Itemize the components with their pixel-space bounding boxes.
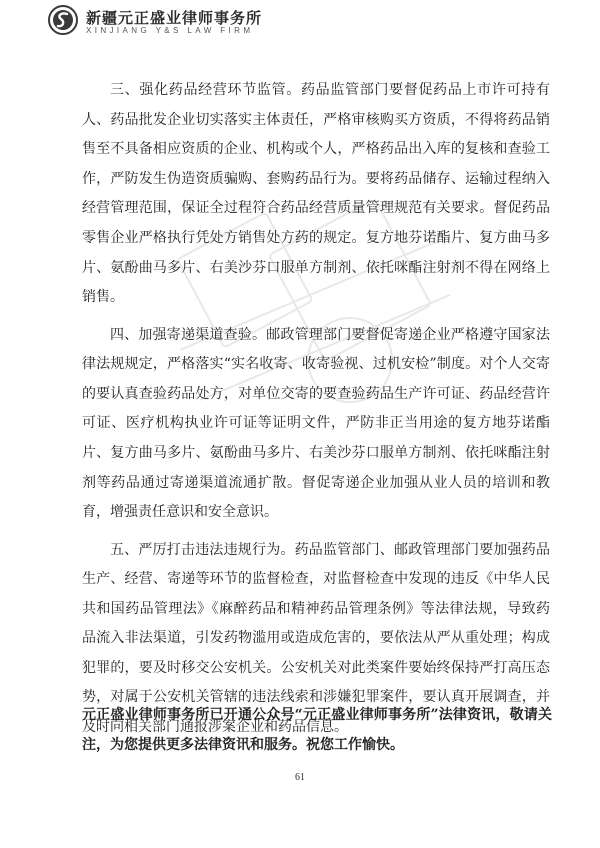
firm-name-cn: 新疆元正盛业律师事务所 xyxy=(86,9,263,27)
paragraph-delivery-inspection: 四、加强寄递渠道查验。邮政管理部门要督促寄递企业严格遵守国家法律法规规定，严格落实“实名收寄、收寄验视、过机安检”制度。对个人交寄的要认真查验药品处方，对单位交寄的要查验药品生产许可证、药品经营许可证、医疗机构执业许可证等证明文件，严防非正当用途的复方地芬诺酯片、复方曲马多片、氨酚曲马多片、右美沙芬口服单方制剂、依托咪酯注射剂等药品通过寄递渠道流通扩散。督促寄递企业加强从业人员的培训和教育，增强责任意识和安全意识。 xyxy=(82,326,550,521)
firm-logo-icon xyxy=(48,5,78,35)
wechat-notice: 元正盛业律师事务所已开通公众号“元正盛业律师事务所”法律资讯，敬请关注，为您提供更多法律资讯和服务。祝您工作愉快。 xyxy=(82,707,552,753)
letterhead xyxy=(48,5,308,39)
document-body xyxy=(82,76,550,750)
firm-name-en: XINJIANG Y&S LAW FIRM xyxy=(86,26,254,35)
paragraph-enforcement: 五、严厉打击违法违规行为。药品监管部门、邮政管理部门要加强药品生产、经营、寄递等环节的监督检查，对监督检查中发现的违反《中华人民共和国药品管理法》《麻醉药品和精神药品管理条例》等法律法规，导致药品流入非法渠道，引发药物滥用或造成危害的，要依法从严从重处理；构成犯罪的，要及时移交公安机关。公安机关对此类案件要始终保持严打高压态势，对属于公安机关管辖的违法线索和涉嫌犯罪案件，要认真开展调查，并及时向相关部门通报涉案企业和药品信息。 xyxy=(82,541,550,736)
page-number: 61 xyxy=(295,772,305,783)
paragraph-product-supervision: 三、强化药品经营环节监管。药品监管部门要督促药品上市许可持有人、药品批发企业切实落实主体责任，严格审核购买方资质，不得将药品销售至不具备相应资质的企业、机构或个人，严格药品出入库的复核和查验工作，严防发生伪造资质骗购、套购药品行为。要将药品储存、运输过程纳入经营管理范围，保证全过程符合药品经营质量管理规范有关要求。督促药品零售企业严格执行凭处方销售处方药的规定。复方地芬诺酯片、复方曲马多片、氨酚曲马多片、右美沙芬口服单方制剂、依托咪酯注射剂不得在网络上销售。 xyxy=(82,82,550,306)
